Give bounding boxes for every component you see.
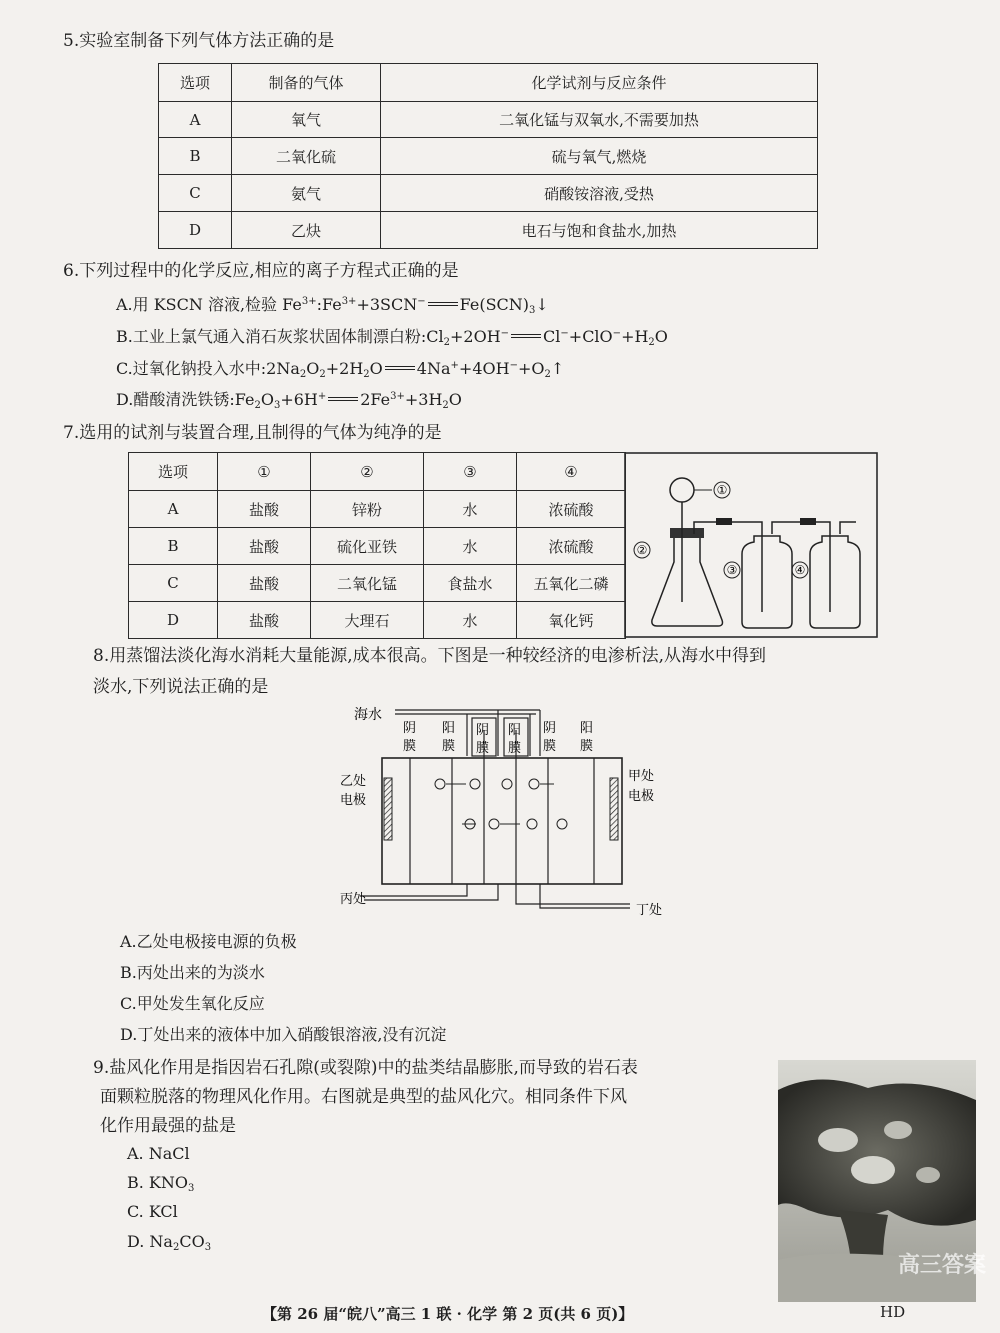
cell: B: [129, 528, 218, 565]
text: 2: [172, 1242, 180, 1253]
q7-header-4: ④: [517, 453, 626, 491]
q7-header-1: ①: [218, 453, 311, 491]
table-row: [129, 565, 626, 602]
cell: 浓硫酸: [517, 528, 626, 565]
text: +: [317, 391, 327, 402]
text: 3+: [341, 296, 357, 307]
q8-electrodialysis-diagram: [340, 700, 680, 925]
weathering-pit: [916, 1167, 940, 1183]
text: C.过氧化钠投入水中:2Na: [116, 359, 300, 378]
text: 2: [443, 337, 450, 348]
q8-option-c: C.甲处发生氧化反应: [120, 994, 265, 1013]
text: +: [450, 360, 459, 371]
outlet-left: [364, 884, 498, 900]
cell: 大理石: [311, 602, 424, 639]
text: B. KNO: [127, 1173, 188, 1192]
text: 4Na: [416, 359, 451, 378]
cell: 锌粉: [311, 491, 424, 528]
cell: 氧化钙: [517, 602, 626, 639]
cell: 盐酸: [218, 491, 311, 528]
q9-option-a: A. NaCl: [127, 1144, 190, 1163]
q8-option-d: D.丁处出来的液体中加入硝酸银溶液,没有沉淀: [120, 1025, 447, 1044]
text: 2Fe: [360, 390, 391, 409]
cation-icon: [435, 779, 445, 789]
cation-icon: [502, 779, 512, 789]
cell: C: [159, 175, 232, 212]
weathering-pit: [884, 1121, 912, 1139]
rubber-joint: [800, 518, 816, 525]
membrane-label-bottom: 膜: [508, 741, 522, 756]
rock-mass: [778, 1079, 976, 1225]
q5-header-gas: 制备的气体: [232, 64, 381, 102]
q6-option-d: [116, 389, 462, 411]
cell: D: [129, 602, 218, 639]
apparatus-frame: [625, 453, 877, 637]
q9-stem-line3: 化作用最强的盐是: [100, 1116, 236, 1136]
cell: 水: [424, 528, 517, 565]
text: +2H: [325, 359, 364, 378]
q7-header-3: ③: [424, 453, 517, 491]
q7-table: [128, 452, 626, 639]
salt-weathering-photo: [778, 1060, 987, 1302]
membrane-label-bottom: 膜: [580, 739, 594, 754]
q5-table: [158, 63, 818, 249]
text: Cl: [543, 327, 561, 346]
text: +ClO: [568, 327, 613, 346]
q5-stem: 5.实验室制备下列气体方法正确的是: [63, 31, 335, 51]
text: +4OH: [458, 359, 510, 378]
q7-stem: 7.选用的试剂与装置合理,且制得的气体为纯净的是: [63, 423, 442, 443]
q7-header-2: ②: [311, 453, 424, 491]
text: 3: [188, 1183, 195, 1194]
membrane-label-top: 阴: [543, 721, 557, 736]
text: 3: [204, 1242, 212, 1253]
text: 3+: [390, 391, 405, 402]
text: :Fe: [316, 295, 342, 314]
label-3: ③: [726, 563, 738, 577]
cation-icon: [470, 779, 480, 789]
text: +H: [621, 327, 649, 346]
outlet-ding-label: 丁处: [636, 903, 663, 918]
text: O: [654, 327, 668, 346]
membrane-label-top: 阴: [476, 723, 490, 738]
label-2: ②: [636, 543, 648, 557]
text: A.用 KSCN 溶液,检验 Fe: [116, 295, 302, 314]
outlet-right: [516, 884, 630, 904]
text: −: [612, 328, 622, 339]
anion-icon: [527, 819, 537, 829]
cell: B: [159, 138, 232, 175]
q8-stem-line1: 8.用蒸馏法淡化海水消耗大量能源,成本很高。下图是一种较经济的电渗析法,从海水中得到: [93, 646, 767, 666]
cell: A: [129, 491, 218, 528]
cell: 五氧化二磷: [517, 565, 626, 602]
equals-sign: [428, 302, 458, 306]
anion-icon: [489, 819, 499, 829]
membrane-label-bottom: 膜: [442, 739, 456, 754]
q8-option-b: B.丙处出来的为淡水: [120, 963, 265, 982]
text: ↓: [535, 295, 549, 314]
q7-apparatus-diagram: [624, 452, 879, 639]
text: CO: [179, 1232, 205, 1251]
text: ↑: [550, 359, 565, 378]
text: O: [369, 359, 383, 378]
cation-icon: [529, 779, 539, 789]
membrane-label-top: 阳: [508, 723, 522, 738]
text: 2: [442, 400, 449, 411]
text: 2: [299, 369, 307, 380]
cell: 二氧化硫: [232, 138, 381, 175]
cell-body: [382, 758, 622, 884]
outlet-bing-label: 丙处: [340, 892, 367, 907]
cell: 氧气: [232, 102, 381, 138]
text: 3: [273, 400, 281, 411]
text: 3: [529, 305, 536, 316]
text: +2OH: [449, 327, 501, 346]
text: −: [509, 360, 518, 371]
cell: 盐酸: [218, 528, 311, 565]
cell: 硫化亚铁: [311, 528, 424, 565]
table-row: [129, 491, 626, 528]
text: 2: [544, 369, 551, 380]
left-electrode: [384, 778, 392, 840]
cell: C: [129, 565, 218, 602]
wash-bottle-4: [810, 536, 860, 628]
watermark: 高三答案: [898, 1252, 987, 1278]
q7-header-option: 选项: [129, 453, 218, 491]
table-row: [159, 175, 818, 212]
q5-header-reagent: 化学试剂与反应条件: [381, 64, 818, 102]
text: +3H: [404, 390, 443, 409]
text: O: [260, 390, 274, 409]
cell: 水: [424, 602, 517, 639]
equals-sign: [328, 397, 358, 401]
cell: 水: [424, 491, 517, 528]
conical-flask: [652, 534, 723, 626]
right-electrode-label: 电极: [628, 789, 655, 804]
separatory-funnel: [670, 478, 694, 502]
left-electrode-label: 乙处: [340, 774, 367, 789]
q8-stem-line2: 淡水,下列说法正确的是: [93, 677, 269, 697]
cell: 浓硫酸: [517, 491, 626, 528]
table-row: [159, 212, 818, 249]
text: Fe(SCN): [459, 295, 530, 314]
membrane-label-top: 阳: [580, 721, 594, 736]
weathering-pit: [818, 1128, 858, 1152]
q6-option-a: [116, 294, 549, 316]
text: D. Na: [127, 1232, 173, 1251]
ion-arrow: [446, 784, 554, 824]
cell: 二氧化锰与双氧水,不需要加热: [381, 102, 818, 138]
q9-stem-line1: 9.盐风化作用是指因岩石孔隙(或裂隙)中的盐类结晶膨胀,而导致的岩石表: [93, 1058, 638, 1078]
q6-option-c: [116, 358, 564, 380]
q9-option-d: [127, 1231, 211, 1253]
outlet-left: [360, 884, 467, 896]
membrane-label-bottom: 膜: [403, 739, 417, 754]
flask-stopper: [670, 528, 704, 538]
right-electrode: [610, 778, 618, 840]
text: 2: [363, 369, 370, 380]
text: B.工业上氯气通入消石灰浆状固体制漂白粉:Cl: [116, 327, 444, 346]
q8-option-a: A.乙处电极接电源的负极: [120, 932, 297, 951]
cell: 硫与氧气,燃烧: [381, 138, 818, 175]
page-footer: 【第 26 届“皖八”高三 1 联 · 化学 第 2 页(共 6 页)】: [262, 1305, 634, 1323]
q9-stem-line2: 面颗粒脱落的物理风化作用。右图就是典型的盐风化穴。相同条件下风: [100, 1087, 627, 1107]
text: −: [417, 296, 426, 307]
table-row: [159, 138, 818, 175]
text: +3SCN: [356, 295, 418, 314]
cell: A: [159, 102, 232, 138]
membrane-label-bottom: 膜: [543, 739, 557, 754]
seawater-label: 海水: [354, 707, 382, 723]
right-electrode-label: 甲处: [628, 769, 655, 784]
table-row: [129, 528, 626, 565]
text: D.醋酸清洗铁锈:Fe: [116, 390, 255, 409]
table-row: [129, 602, 626, 639]
footer-code: HD: [880, 1303, 906, 1321]
text: 2: [319, 369, 326, 380]
cell: 乙炔: [232, 212, 381, 249]
text: O: [448, 390, 462, 409]
table-row: [159, 102, 818, 138]
cell: 食盐水: [424, 565, 517, 602]
q6-option-b: [116, 326, 668, 348]
label-1: ①: [716, 483, 728, 497]
q6-stem: 6.下列过程中的化学反应,相应的离子方程式正确的是: [63, 261, 459, 281]
q9-option-c: C. KCl: [127, 1202, 178, 1221]
membrane-label-top: 阴: [403, 721, 417, 736]
rubber-joint: [716, 518, 732, 525]
weathering-pit: [851, 1156, 895, 1184]
cell: 盐酸: [218, 602, 311, 639]
text: +O: [517, 359, 545, 378]
cell: 电石与饱和食盐水,加热: [381, 212, 818, 249]
equals-sign: [511, 334, 541, 338]
cell: 氨气: [232, 175, 381, 212]
membrane-label-bottom: 膜: [476, 741, 490, 756]
cell: D: [159, 212, 232, 249]
text: 2: [254, 400, 261, 411]
cell: 硝酸铵溶液,受热: [381, 175, 818, 212]
text: +6H: [280, 390, 318, 409]
wash-bottle-3: [742, 536, 792, 628]
text: O: [306, 359, 320, 378]
cell: 盐酸: [218, 565, 311, 602]
anion-icon: [557, 819, 567, 829]
text: 3+: [301, 296, 317, 307]
label-4: ④: [794, 563, 806, 577]
text: −: [500, 328, 510, 339]
text: −: [560, 328, 569, 339]
equals-sign: [385, 366, 415, 370]
q9-option-b: [127, 1172, 194, 1194]
q5-header-option: 选项: [159, 64, 232, 102]
text: 2: [648, 337, 655, 348]
outlet-tube: [840, 522, 856, 534]
membrane-label-top: 阳: [442, 721, 456, 736]
left-electrode-label: 电极: [340, 793, 367, 808]
cell: 二氧化锰: [311, 565, 424, 602]
